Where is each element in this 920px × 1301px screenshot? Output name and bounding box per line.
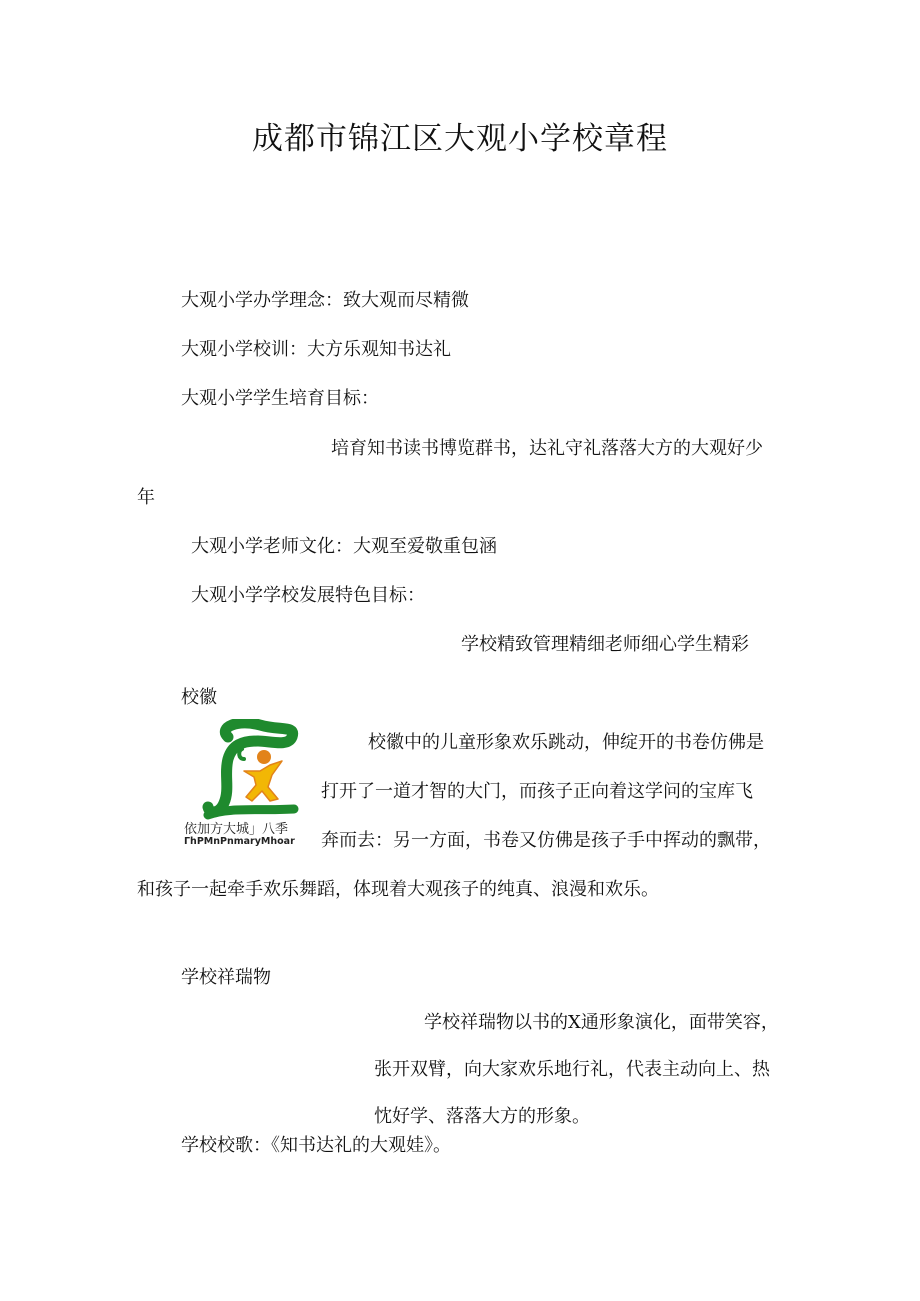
school-song-line: 学校校歌：《知书达礼的大观娃》。	[181, 1135, 451, 1156]
motto-line: 大观小学校训：大方乐观知书达礼	[181, 339, 451, 360]
emblem-caption-cn: 依加方大城」八季	[184, 822, 289, 837]
emblem-desc-4: 和孩子一起牵手欢乐舞蹈，体现着大观孩子的纯真、浪漫和欢乐。	[137, 879, 659, 900]
page-title: 成都市锦江区大观小学校章程	[252, 121, 668, 157]
emblem-child-body	[244, 761, 282, 801]
emblem-caption-en: ΓhPMnPnmaryMhoar	[184, 836, 295, 847]
student-goal-text-2: 年	[137, 487, 155, 508]
emblem-desc-1: 校徽中的儿童形象欢乐跳动，伸绽开的书卷仿佛是	[368, 732, 764, 753]
emblem-desc-3: 奔而去：另一方面，书卷又仿佛是孩子手中挥动的飘带，	[321, 830, 771, 851]
emblem-base-shape	[208, 809, 294, 815]
mascot-desc-2: 张开双臂，向大家欢乐地行礼，代表主动向上、热	[374, 1059, 770, 1080]
mascot-desc-3: 忱好学、落落大方的形象。	[374, 1106, 590, 1127]
emblem-desc-2: 打开了一道才智的大门，而孩子正向着这学问的宝库飞	[321, 781, 753, 802]
mascot-desc-1: 学校祥瑞物以书的X通形象演化，面带笑容，	[424, 1012, 779, 1033]
teacher-culture-line: 大观小学老师文化：大观至爱敬重包涵	[191, 536, 497, 557]
student-goal-label: 大观小学学生培育目标：	[181, 388, 379, 409]
emblem-heading: 校徽	[181, 687, 217, 708]
development-text: 学校精致管理精细老师细心学生精彩	[461, 634, 749, 655]
student-goal-text-1: 培育知书读书博览群书，达礼守礼落落大方的大观好少	[331, 438, 763, 459]
mascot-heading: 学校祥瑞物	[181, 967, 271, 988]
development-label: 大观小学学校发展特色目标：	[191, 585, 425, 606]
emblem-child-head	[257, 750, 271, 764]
philosophy-line: 大观小学办学理念：致大观而尽精微	[181, 290, 469, 311]
